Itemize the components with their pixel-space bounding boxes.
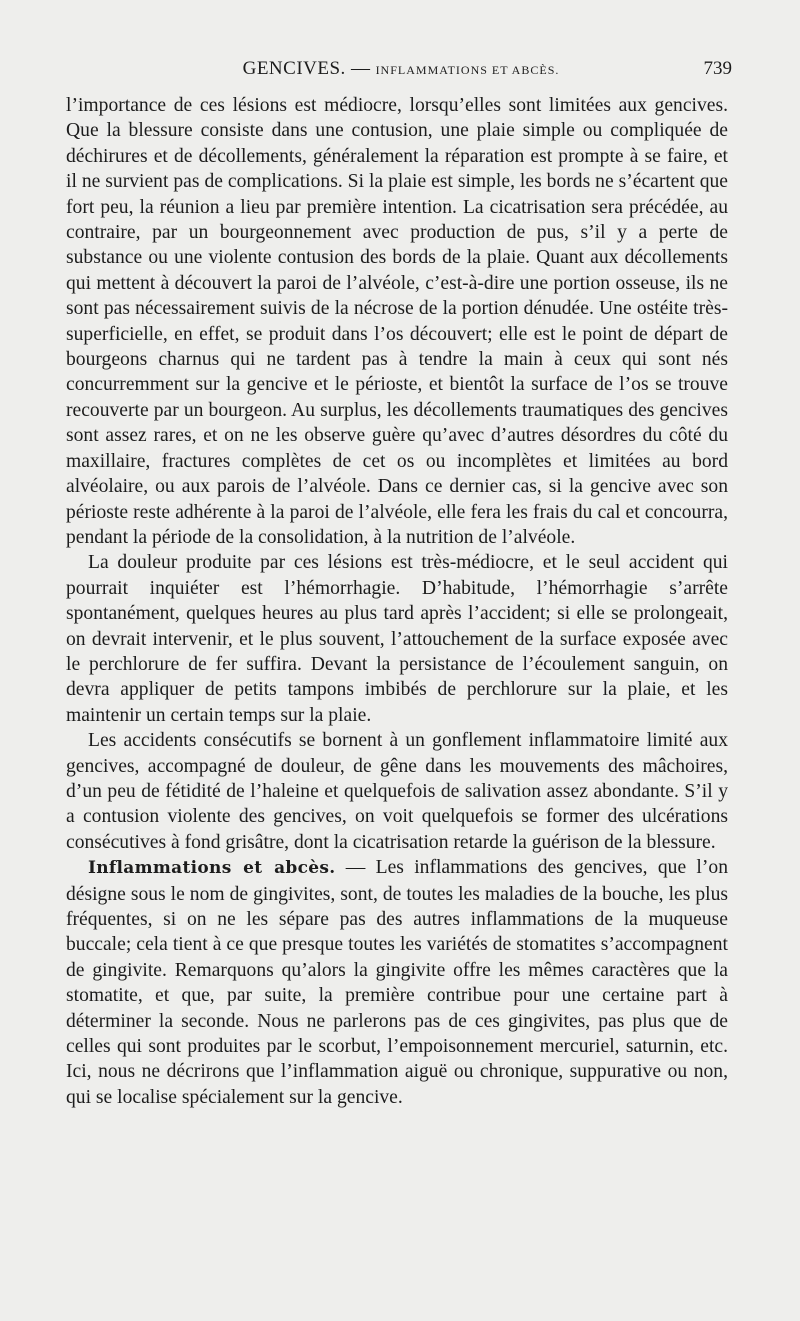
paragraph-3: Les accidents consécutifs se bornent à un gonflement inflammatoire limité aux gencives, accompagné de douleur, de gêne dans les mouvements des mâchoires, d’un peu de fétidité de l’haleine et quelquefois de salivation assez abondante. S’il y a contusion violente des gencives, on voit quelquefois se former des ulcérations consécutives à fond grisâtre, dont la cicatrisation retarde la guérison de la blessure. [66, 730, 728, 853]
page-number: 739 [703, 58, 732, 79]
running-title [66, 58, 736, 80]
running-title-main: GENCIVES. — [242, 58, 371, 79]
section-heading: Inflammations et abcès. [88, 858, 336, 879]
running-title-sub: INFLAMMATIONS ET ABCÈS. [375, 63, 560, 77]
body-text [66, 93, 728, 1110]
paragraph-4 [66, 855, 728, 1110]
paragraph-2: La douleur produite par ces lésions est très-médiocre, et le seul accident qui pourrait inquiéter est l’hémorrhagie. D’habitude, l’hémorrhagie s’arrête spontanément, quelques heures au plus tard après l’accident; si elle se prolongeait, on devrait intervenir, et le plus souvent, l’attouchement de la surface exposée avec le perchlorure de fer suffira. Devant la persistance de l’écoulement sanguin, on devra appliquer de petits tampons imbibés de perchlorure sur la plaie, et les maintenir un certain temps sur la plaie. [66, 552, 728, 726]
paragraph-4-text: — Les inflammations des gencives, que l’on désigne sous le nom de gingivites, sont, de toutes les maladies de la bouche, les plus fréquentes, si on ne les sépare pas des autres inflammations de la muqueuse buccale; cela tient à ce que presque toutes les variétés de stomatites s’accompagnent de gingivite. Remarquons qu’alors la gingivite offre les mêmes caractères que la stomatite, et que, par suite, la première contribue pour une certaine part à déterminer la seconde. Nous ne parlerons pas de ces gingivites, pas plus que de celles qui sont produites par le scorbut, l’empoisonnement mercuriel, saturnin, etc. Ici, nous ne décrirons que l’inflammation aiguë ou chronique, suppurative ou non, qui se localise spécialement sur la gencive. [66, 857, 728, 1108]
running-header [66, 58, 736, 86]
paragraph-1: l’importance de ces lésions est médiocre, lorsqu’elles sont limitées aux gencives. Que la blessure consiste dans une contusion, une plaie simple ou compliquée de déchirures et de décollements, généralement la réparation est prompte à se faire, et il ne survient pas de complications. Si la plaie est simple, les bords ne s’écartent que fort peu, la réunion a lieu par première intention. La cicatrisation sera précédée, au contraire, par un bourgeonnement avec production de pus, s’il y a perte de substance ou une violente contusion des bords de la plaie. Quant aux décollements qui mettent à découvert la paroi de l’alvéole, c’est-à-dire une portion osseuse, ils ne sont pas nécessairement suivis de la nécrose de la portion dénudée. Une ostéite très-superficielle, en effet, se produit dans l’os découvert; elle est le point de départ de bourgeons charnus qui ne tardent pas à tendre la main à ceux qui sont nés concurremment sur la gencive et le périoste, et bientôt la surface de l’os se trouve recouverte par un bourgeon. Au surplus, les décollements traumatiques des gencives sont assez rares, et on ne les observe guère qu’avec d’autres désordres du côté du maxillaire, fractures complètes de cet os ou incomplètes et limitées au bord alvéolaire, ou aux parois de l’alvéole. Dans ce dernier cas, si la gencive avec son périoste reste adhérente à la paroi de l’alvéole, elle fera les frais du cal et concourra, pendant la période de la consolidation, à la nutrition de l’alvéole. [66, 95, 728, 548]
